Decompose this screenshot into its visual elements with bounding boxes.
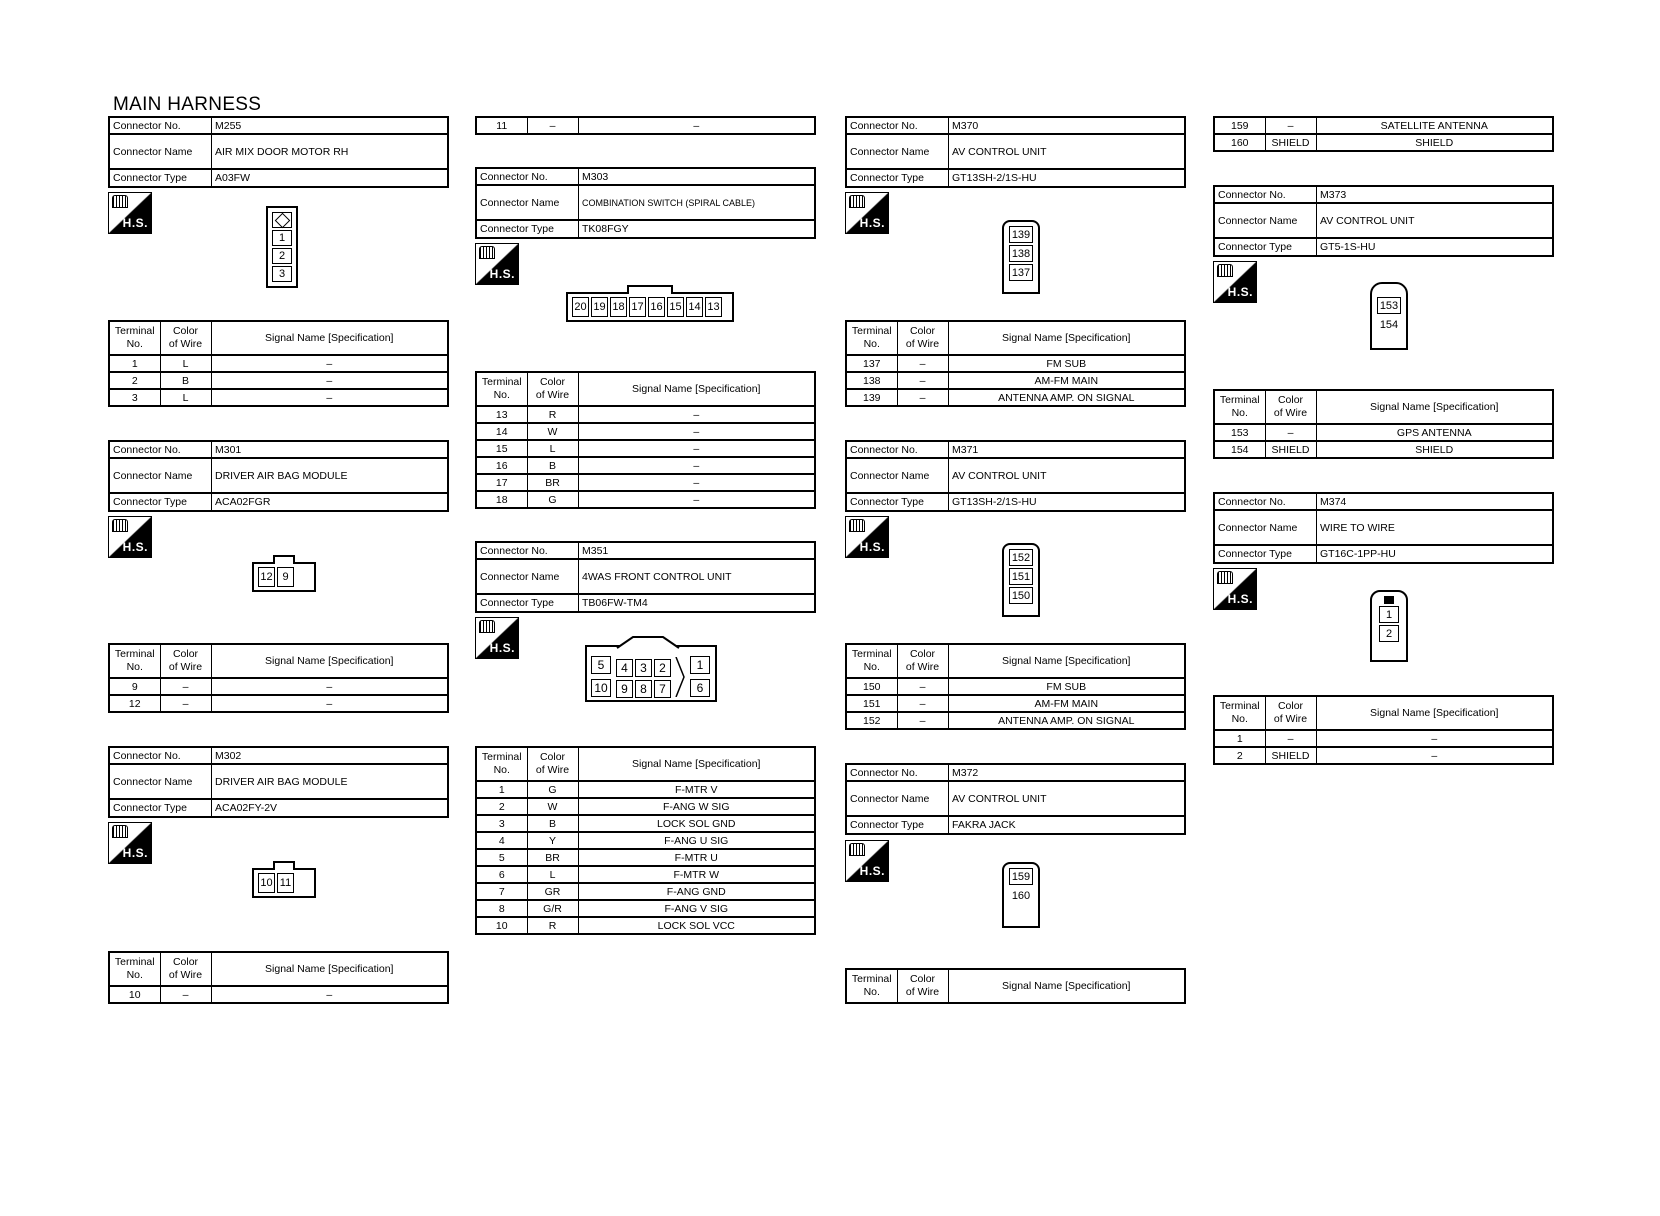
label-connector-name: Connector Name [109, 134, 212, 169]
table-row: 2 W F-ANG W SIG [476, 798, 815, 815]
table-row: 9 – – [109, 678, 448, 695]
connector-info-m372: Connector No. M372 Connector Name AV CONTROL UNIT Connector Type FAKRA JACK [845, 763, 1186, 835]
connector-no: M372 [949, 764, 1186, 781]
pin: 16 [648, 297, 665, 317]
hs-icon: H.S. [108, 516, 152, 558]
hs-icon: H.S. [475, 617, 519, 659]
harness-icon [849, 843, 865, 856]
pin: 10 [258, 873, 275, 893]
pin: 8 [635, 680, 652, 698]
pin: 11 [277, 873, 294, 893]
connector-no: M373 [1317, 186, 1554, 203]
connector-type: GT13SH-2/1S-HU [949, 493, 1186, 511]
table-row: 15 L – [476, 440, 815, 457]
pin: 3 [635, 659, 652, 677]
terminal-table-m255 [108, 320, 449, 407]
connector-name: DRIVER AIR BAG MODULE [212, 764, 449, 799]
pin: 2 [654, 659, 671, 677]
connector-type: GT5-1S-HU [1317, 238, 1554, 256]
pin: 10 [591, 679, 611, 697]
connector-no: M302 [212, 747, 449, 764]
pin: 12 [258, 567, 275, 587]
connector-face-m301 [252, 562, 316, 592]
connector-face-m372 [1002, 862, 1040, 928]
connector-name: DRIVER AIR BAG MODULE [212, 458, 449, 493]
connector-name: AV CONTROL UNIT [1317, 203, 1554, 238]
connector-name: WIRE TO WIRE [1317, 510, 1554, 545]
connector-type: TK08FGY [579, 220, 816, 238]
terminal-table-m302: Terminal No. Color of Wire Signal Name [Specification] 10 – – [108, 951, 449, 1004]
pin: 19 [591, 297, 608, 317]
table-row: 153 – GPS ANTENNA [1214, 424, 1553, 441]
connector-face-m371 [1002, 543, 1040, 617]
connector-name: 4WAS FRONT CONTROL UNIT [579, 559, 816, 594]
pin: 2 [1379, 625, 1399, 642]
pin: 14 [686, 297, 703, 317]
pin: 18 [610, 297, 627, 317]
connector-info-m255 [108, 116, 449, 188]
hs-icon: H.S. [1213, 261, 1257, 303]
pin: 15 [667, 297, 684, 317]
table-row: 1 G F-MTR V [476, 781, 815, 798]
connector-face-m351 [585, 645, 717, 702]
key-diamond-icon [272, 212, 292, 228]
connector-info-m351: Connector No. M351 Connector Name 4WAS FRONT CONTROL UNIT Connector Type TB06FW-TM4 [475, 541, 816, 613]
table-row: 139 – ANTENNA AMP. ON SIGNAL [846, 389, 1185, 406]
hs-icon: H.S. [108, 192, 152, 234]
table-row: 3 L – [109, 389, 448, 406]
connector-name: AV CONTROL UNIT [949, 134, 1186, 169]
harness-icon [112, 195, 128, 208]
pin: 9 [616, 680, 633, 698]
connector-no: M351 [579, 542, 816, 559]
header-color: Color of Wire [160, 321, 211, 355]
pin: 5 [591, 656, 611, 674]
pin: 152 [1009, 549, 1033, 566]
terminal-table-m374: Terminal No. Color of Wire Signal Name [Specification] 1 – – 2 SHIELD – [1213, 695, 1554, 765]
hs-icon: H.S. [108, 822, 152, 864]
connector-name: AV CONTROL UNIT [949, 781, 1186, 816]
terminal-table-m373: Terminal No. Color of Wire Signal Name [Specification] 153 – GPS ANTENNA 154 SHIELD SHIELD [1213, 389, 1554, 459]
connector-info-m303: Connector No. M303 Connector Name COMBINATION SWITCH (SPIRAL CABLE) Connector Type TK08FGY [475, 167, 816, 239]
connector-no: M303 [579, 168, 816, 185]
pin: 137 [1009, 264, 1033, 281]
harness-icon [849, 519, 865, 532]
harness-icon [479, 246, 495, 259]
table-row: 14 W – [476, 423, 815, 440]
harness-icon [1217, 264, 1233, 277]
connector-type: GT16C-1PP-HU [1317, 545, 1554, 563]
table-row: 18 G – [476, 491, 815, 508]
table-row: 6 L F-MTR W [476, 866, 815, 883]
terminal-table-m371: Terminal No. Color of Wire Signal Name [Specification] 150 – FM SUB 151 – AM-FM MAIN 152 – ANTENNA AMP. ON SIGNAL [845, 643, 1186, 730]
terminal-table-m372: Terminal No. Color of Wire Signal Name [Specification] [845, 968, 1186, 1004]
connector-name: AV CONTROL UNIT [949, 458, 1186, 493]
connector-info-m302: Connector No. M302 Connector Name DRIVER AIR BAG MODULE Connector Type ACA02FY-2V [108, 746, 449, 818]
connector-face-m370 [1002, 220, 1040, 294]
connector-info-m370: Connector No. M370 Connector Name AV CONTROL UNIT Connector Type GT13SH-2/1S-HU [845, 116, 1186, 188]
table-row: 10 – – [109, 986, 448, 1003]
terminal-table-m303: Terminal No. Color of Wire Signal Name [Specification] 13 R – 14 W – 15 L – 16 B – 17 BR – 18 G – [475, 371, 816, 509]
connector-type: A03FW [212, 169, 449, 187]
table-row: 3 B LOCK SOL GND [476, 815, 815, 832]
hs-icon: H.S. [845, 516, 889, 558]
table-row: 1 – – [1214, 730, 1553, 747]
connector-no: M301 [212, 441, 449, 458]
header-terminal: Terminal No. [109, 321, 160, 355]
pin: 151 [1009, 568, 1033, 585]
table-row: 10 R LOCK SOL VCC [476, 917, 815, 934]
connector-info-m373: Connector No. M373 Connector Name AV CONTROL UNIT Connector Type GT5-1S-HU [1213, 185, 1554, 257]
connector-hood-icon [587, 635, 715, 649]
connector-face-m303 [566, 292, 734, 322]
connector-no: M374 [1317, 493, 1554, 510]
table-row: 150 – FM SUB [846, 678, 1185, 695]
hs-icon: H.S. [845, 192, 889, 234]
terminal-table-continued [475, 116, 816, 135]
terminal-table-m351: Terminal No. Color of Wire Signal Name [Specification] 1 G F-MTR V 2 W F-ANG W SIG 3 B LOCK SOL GND 4 Y F-ANG U SIG 5 BR F-MTR U 6 L F-MTR W 7 GR F-ANG GND 8 G/R F-ANG V SIG 10 R LOCK SOL VCC [475, 746, 816, 935]
page-title: MAIN HARNESS [113, 94, 262, 115]
harness-icon [1217, 571, 1233, 584]
table-row: 138 – AM-FM MAIN [846, 372, 1185, 389]
pin: 17 [629, 297, 646, 317]
connector-type: GT13SH-2/1S-HU [949, 169, 1186, 187]
label-connector-type: Connector Type [109, 169, 212, 187]
pin: 9 [277, 567, 294, 587]
table-row: 160 SHIELD SHIELD [1214, 134, 1553, 151]
connector-face-m374 [1370, 590, 1408, 662]
table-row: 2 B – [109, 372, 448, 389]
connector-face-m302 [252, 868, 316, 898]
hs-icon: H.S. [845, 840, 889, 882]
latch-icon [675, 657, 685, 697]
connector-no: M371 [949, 441, 1186, 458]
table-row: 159 – SATELLITE ANTENNA [1214, 117, 1553, 134]
pin: 138 [1009, 245, 1033, 262]
pin: 3 [272, 266, 292, 282]
connector-type: ACA02FY-2V [212, 799, 449, 817]
connector-type: TB06FW-TM4 [579, 594, 816, 612]
connector-info-m301: Connector No. M301 Connector Name DRIVER AIR BAG MODULE Connector Type ACA02FGR [108, 440, 449, 512]
pin: 159 [1009, 868, 1033, 885]
connector-type: FAKRA JACK [949, 816, 1186, 834]
pin: 153 [1377, 297, 1401, 314]
terminal-table-m301: Terminal No. Color of Wire Signal Name [Specification] 9 – – 12 – – [108, 643, 449, 713]
pin: 2 [272, 248, 292, 264]
table-row: 151 – AM-FM MAIN [846, 695, 1185, 712]
table-row: 154 SHIELD SHIELD [1214, 441, 1553, 458]
harness-icon [112, 519, 128, 532]
header-signal: Signal Name [Specification] [211, 321, 448, 355]
pin: 160 [1011, 889, 1031, 902]
connector-face-m255 [266, 206, 298, 288]
connector-info-m374: Connector No. M374 Connector Name WIRE TO WIRE Connector Type GT16C-1PP-HU [1213, 492, 1554, 564]
pin: 1 [1379, 606, 1399, 623]
pin: 7 [654, 680, 671, 698]
table-row: 12 – – [109, 695, 448, 712]
table-row: 17 BR – [476, 474, 815, 491]
table-row: 7 GR F-ANG GND [476, 883, 815, 900]
pin: 154 [1379, 318, 1399, 331]
pin: 139 [1009, 226, 1033, 243]
terminal-table-m370: Terminal No. Color of Wire Signal Name [Specification] 137 – FM SUB 138 – AM-FM MAIN 139 – ANTENNA AMP. ON SIGNAL [845, 320, 1186, 407]
key-icon [1384, 596, 1394, 604]
terminal-table-continued-m372 [1213, 116, 1554, 152]
table-row: 5 BR F-MTR U [476, 849, 815, 866]
pin: 1 [690, 656, 710, 674]
table-row: 8 G/R F-ANG V SIG [476, 900, 815, 917]
connector-info-m371: Connector No. M371 Connector Name AV CONTROL UNIT Connector Type GT13SH-2/1S-HU [845, 440, 1186, 512]
harness-icon [112, 825, 128, 838]
connector-name: AIR MIX DOOR MOTOR RH [212, 134, 449, 169]
table-row: 16 B – [476, 457, 815, 474]
table-row: 1 L – [109, 355, 448, 372]
table-row: 4 Y F-ANG U SIG [476, 832, 815, 849]
label-connector-no: Connector No. [109, 117, 212, 134]
table-row: 152 – ANTENNA AMP. ON SIGNAL [846, 712, 1185, 729]
table-row: 137 – FM SUB [846, 355, 1185, 372]
harness-icon [849, 195, 865, 208]
connector-name: COMBINATION SWITCH (SPIRAL CABLE) [579, 185, 816, 220]
connector-face-m373 [1370, 282, 1408, 350]
hs-icon: H.S. [475, 243, 519, 285]
harness-icon [479, 620, 495, 633]
connector-no: M370 [949, 117, 1186, 134]
table-row: 11 – – [476, 117, 815, 134]
table-row: 13 R – [476, 406, 815, 423]
connector-no: M255 [212, 117, 449, 134]
hs-icon: H.S. [1213, 568, 1257, 610]
pin: 4 [616, 659, 633, 677]
table-row: 2 SHIELD – [1214, 747, 1553, 764]
pin: 6 [690, 679, 710, 697]
pin: 20 [572, 297, 589, 317]
pin: 150 [1009, 587, 1033, 604]
pin: 1 [272, 230, 292, 246]
connector-type: ACA02FGR [212, 493, 449, 511]
pin: 13 [705, 297, 722, 317]
